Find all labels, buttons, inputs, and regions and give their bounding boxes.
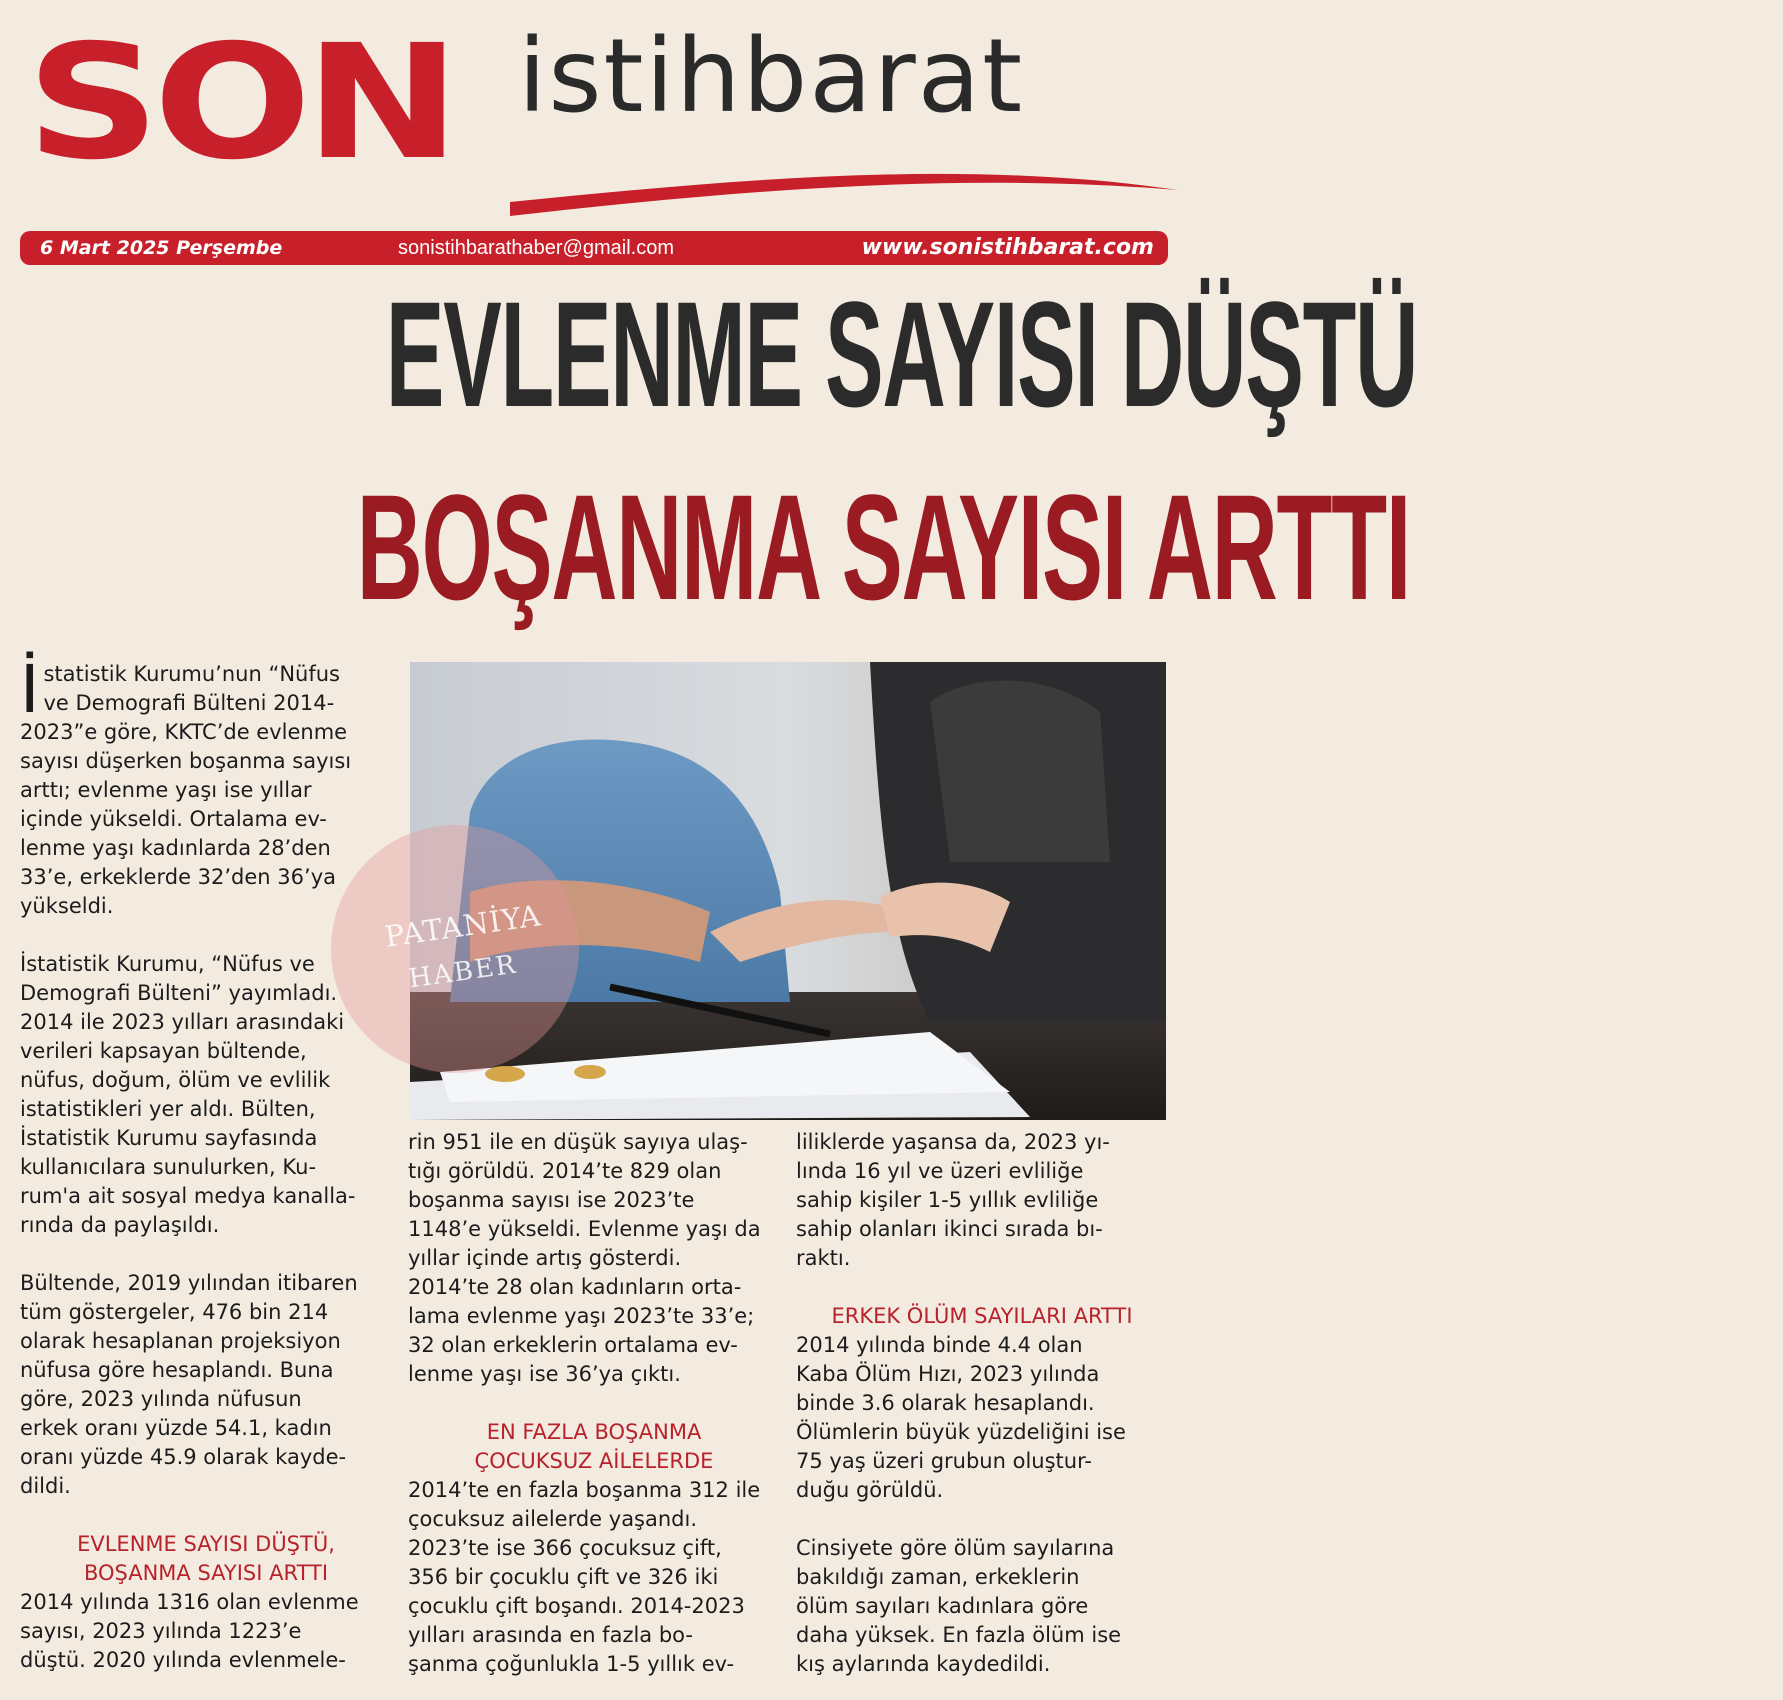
text-line: tığı görüldü. 2014’te 829 olan	[408, 1159, 722, 1183]
text-line: ölüm sayıları kadınlara göre	[796, 1594, 1089, 1618]
drop-cap: İ	[20, 651, 40, 728]
text-line: olarak hesaplanan projeksiyon	[20, 1329, 341, 1353]
subheading: ERKEK ÖLÜM SAYILARI ARTTI	[831, 1304, 1133, 1328]
text-line: dildi.	[20, 1474, 71, 1498]
headline-text-1: EVLENME SAYISI DÜŞTÜ	[385, 270, 1418, 438]
text-line: kış aylarında kaydedildi.	[796, 1652, 1051, 1676]
text-line: istatistikleri yer aldı. Bülten,	[20, 1097, 316, 1121]
text-line: lama evlenme yaşı 2023’te 33’e;	[408, 1304, 755, 1328]
text-line: 2014 yılında binde 4.4 olan	[796, 1333, 1083, 1357]
text-line: lında 16 yıl ve üzeri evliliğe	[796, 1159, 1084, 1183]
text-line: göre, 2023 yılında nüfusun	[20, 1387, 302, 1411]
text-line: duğu görüldü.	[796, 1478, 944, 1502]
logo-istihbarat: istihbarat	[518, 17, 1025, 136]
text-line: 33’e, erkeklerde 32’den 36’ya	[20, 865, 336, 889]
text-line: şanma çoğunlukla 1-5 yıllık ev-	[408, 1652, 735, 1676]
text-line: İstatistik Kurumu, “Nüfus ve	[20, 952, 315, 976]
headline-line-1	[20, 270, 1418, 438]
text-line: boşanma sayısı ise 2023’te	[408, 1188, 695, 1212]
text-line: lenme yaşı kadınlarda 28’den	[20, 836, 331, 860]
text-line: sahip kişiler 1-5 yıllık evliliğe	[796, 1188, 1099, 1212]
text-line: yılları arasında en fazla bo-	[408, 1623, 693, 1647]
text-line: rin 951 ile en düşük sayıya ulaş-	[408, 1130, 748, 1154]
text-line: raktı.	[796, 1246, 851, 1270]
article-column-1	[20, 651, 392, 1675]
text-line: oranı yüzde 45.9 olarak kayde-	[20, 1445, 347, 1469]
text-line: tüm göstergeler, 476 bin 214	[20, 1300, 329, 1324]
text-line: sahip olanları ikinci sırada bı-	[796, 1217, 1103, 1241]
text-line: sayısı, 2023 yılında 1223’e	[20, 1619, 302, 1643]
subheading: EVLENME SAYISI DÜŞTÜ,	[77, 1532, 335, 1556]
text-line: çocuksuz ailelerde yaşandı.	[408, 1507, 698, 1531]
text-line: nüfusa göre hesaplandı. Buna	[20, 1358, 334, 1382]
text-line: Demografi Bülteni” yayımladı.	[20, 981, 338, 1005]
text-line: Bültende, 2019 yılından itibaren	[20, 1271, 358, 1295]
text-line: yükseldi.	[20, 894, 114, 918]
text-line: ve Demografi Bülteni 2014-	[43, 691, 335, 715]
text-line: 2023’te ise 366 çocuksuz çift,	[408, 1536, 722, 1560]
text-line: rum'a ait sosyal medya kanalla-	[20, 1184, 356, 1208]
subheading: ÇOCUKSUZ AİLELERDE	[474, 1449, 714, 1473]
text-line: 1148’e yükseldi. Evlenme yaşı da	[408, 1217, 761, 1241]
text-line: rında da paylaşıldı.	[20, 1213, 220, 1237]
issue-date: 6 Mart 2025 Perşembe	[40, 237, 283, 259]
website-link[interactable]: www.sonistihbarat.com	[861, 235, 1154, 260]
text-line: kullanıcılara sunulurken, Ku-	[20, 1155, 317, 1179]
text-line: daha yüksek. En fazla ölüm ise	[796, 1623, 1122, 1647]
text-line: Cinsiyete göre ölüm sayılarına	[796, 1536, 1115, 1560]
text-line: 32 olan erkeklerin ortalama ev-	[408, 1333, 738, 1357]
text-line: 2014’te 28 olan kadınların orta-	[408, 1275, 742, 1299]
text-line: 75 yaş üzeri grubun oluştur-	[796, 1449, 1092, 1473]
text-line: erkek oranı yüzde 54.1, kadın	[20, 1416, 332, 1440]
text-line: içinde yükseldi. Ortalama ev-	[20, 807, 327, 831]
text-line: bakıldığı zaman, erkeklerin	[796, 1565, 1080, 1589]
text-line: arttı; evlenme yaşı ise yıllar	[20, 778, 312, 802]
headline-text-2: BOŞANMA SAYISI ARTTI	[356, 463, 1411, 631]
text-line: Kaba Ölüm Hızı, 2023 yılında	[796, 1362, 1100, 1386]
text-line: çocuklu çift boşandı. 2014-2023	[408, 1594, 745, 1618]
text-line: düştü. 2020 yılında evlenmele-	[20, 1648, 346, 1672]
logo-swoosh-icon	[510, 150, 1180, 220]
text-line: nüfus, doğum, ölüm ve evlilik	[20, 1068, 331, 1092]
subheading: EN FAZLA BOŞANMA	[486, 1420, 702, 1444]
subheading: BOŞANMA SAYISI ARTTI	[83, 1561, 329, 1585]
text-line: 2023”e göre, KKTC’de evlenme	[20, 720, 348, 744]
date-bar	[20, 231, 1168, 265]
text-line: 2014’te en fazla boşanma 312 ile	[408, 1478, 761, 1502]
text-line: İstatistik Kurumu sayfasında	[20, 1126, 318, 1150]
contact-email[interactable]: sonistihbarathaber@gmail.com	[398, 237, 674, 259]
text-line: 356 bir çocuklu çift ve 326 iki	[408, 1565, 719, 1589]
headline-line-2	[20, 463, 1411, 631]
text-line: liliklerde yaşansa da, 2023 yı-	[796, 1130, 1110, 1154]
watermark-line-1: PATANİYA	[382, 898, 544, 954]
text-line: 2014 yılında 1316 olan evlenme	[20, 1590, 359, 1614]
text-line: yıllar içinde artış gösterdi.	[408, 1246, 682, 1270]
text-line: lenme yaşı ise 36’ya çıktı.	[408, 1362, 681, 1386]
text-line: statistik Kurumu’nun “Nüfus	[43, 662, 340, 686]
text-line: 2014 ile 2023 yılları arasındaki	[20, 1010, 345, 1034]
logo-son: SON	[26, 11, 454, 195]
watermark-line-2: HABER	[406, 949, 520, 995]
masthead	[20, 11, 1172, 218]
text-line: verileri kapsayan bültende,	[20, 1039, 307, 1063]
article-column-2	[408, 1128, 780, 1679]
text-line: Ölümlerin büyük yüzdeliğini ise	[796, 1420, 1126, 1444]
text-line: binde 3.6 olarak hesaplandı.	[796, 1391, 1095, 1415]
article-column-3	[796, 1128, 1168, 1679]
text-line: sayısı düşerken boşanma sayısı	[20, 749, 352, 773]
